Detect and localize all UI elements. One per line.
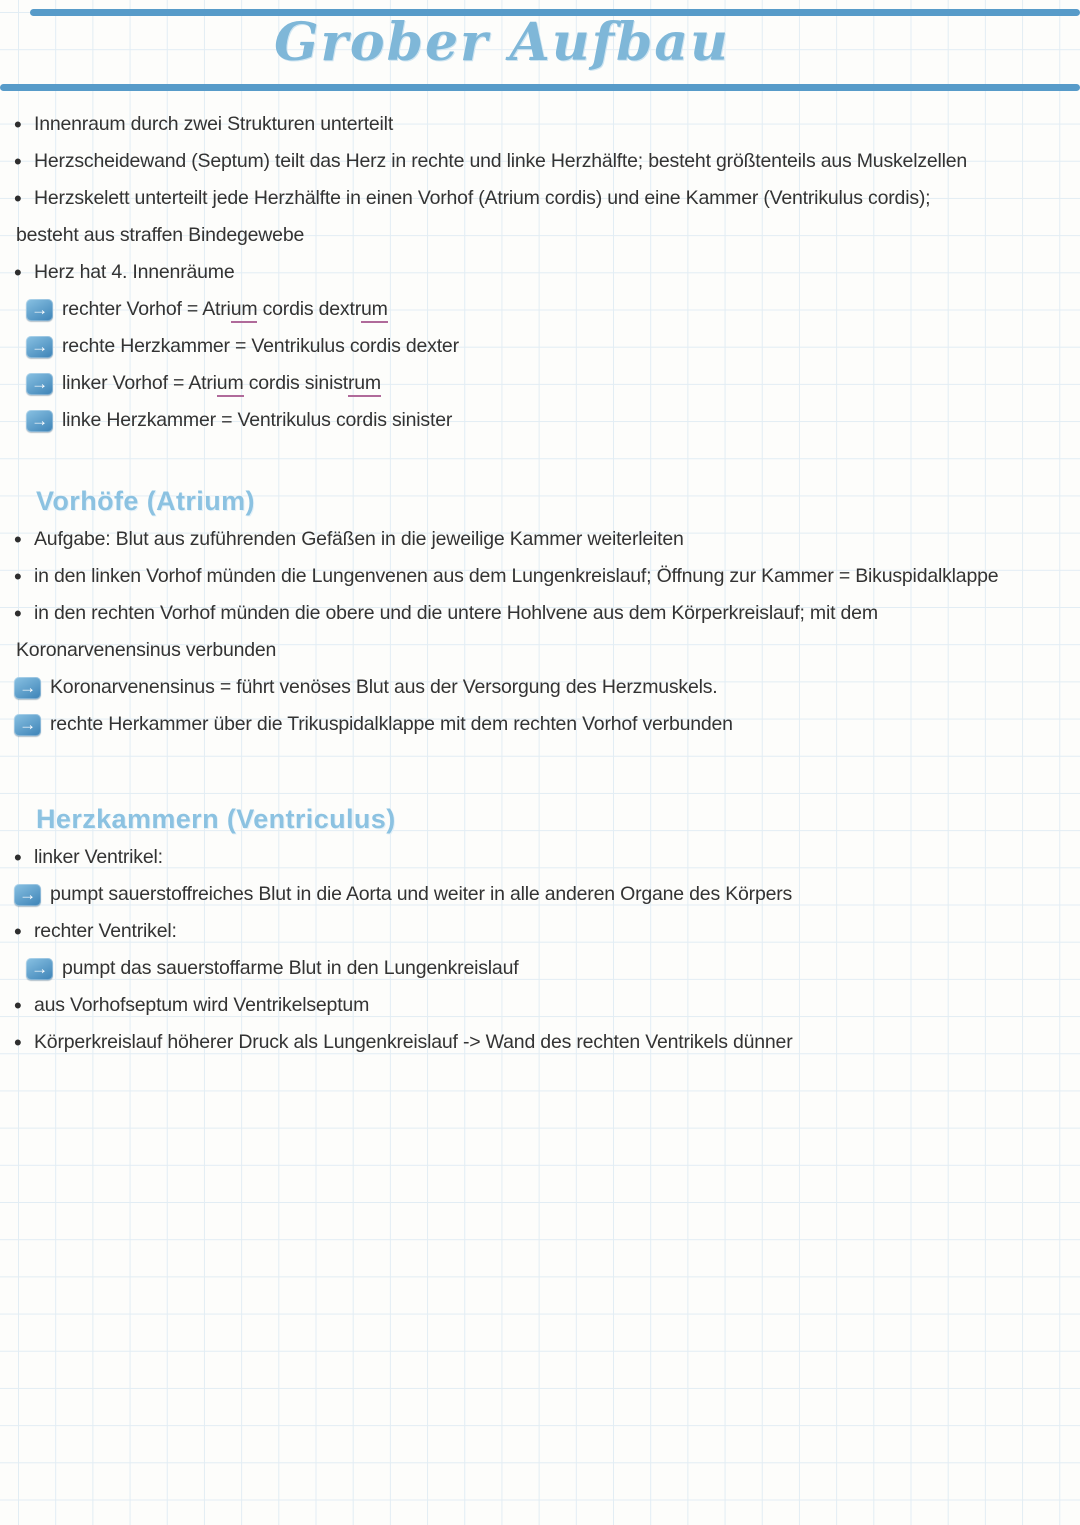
note-line-bullet [14, 143, 1074, 180]
note-text: Körperkreislauf höherer Druck als Lungenkreislauf -> Wand des rechten Ventrikels dünner [34, 1031, 793, 1053]
note-line-arrow [14, 706, 1074, 743]
note-text: Herz hat 4. Innenräume [34, 261, 235, 283]
note-text: linker Vorhof = Atrium cordis sinistrum [62, 372, 381, 395]
bullet-marker: • [14, 111, 22, 137]
bullet-marker: • [14, 600, 22, 626]
arrow-glyph: → [31, 300, 48, 319]
bullet-marker: • [14, 844, 22, 870]
note-text: aus Vorhofseptum wird Ventrikelseptum [34, 994, 370, 1016]
section-heading-atria: Vorhöfe (Atrium) [36, 485, 255, 516]
note-line-arrow [14, 876, 1074, 913]
note-line-bullet [14, 913, 1074, 950]
bullet-marker: • [14, 918, 22, 944]
notes-content [14, 106, 1074, 1061]
note-text: in den linken Vorhof münden die Lungenvenen aus dem Lungenkreislauf; Öffnung zur Kammer = Bikuspidalklappe [34, 565, 999, 587]
bullet-marker: • [14, 563, 22, 589]
note-line-arrow [14, 950, 1074, 987]
note-text: rechte Herzkammer = Ventrikulus cordis dexter [62, 335, 459, 357]
arrow-glyph: → [31, 337, 48, 356]
arrow-right-icon [26, 336, 53, 358]
note-line-bullet [14, 839, 1074, 876]
note-line-continuation [14, 632, 1074, 669]
arrow-right-icon [14, 677, 41, 699]
section-heading-ventricles: Herzkammern (Ventriculus) [36, 803, 396, 834]
arrow-right-icon [26, 373, 53, 395]
arrow-glyph: → [31, 374, 48, 393]
arrow-right-icon [14, 884, 41, 906]
note-line-arrow [14, 328, 1074, 365]
note-text: pumpt das sauerstoffarme Blut in den Lungenkreislauf [62, 957, 519, 979]
note-text: rechter Vorhof = Atrium cordis dextrum [62, 298, 388, 321]
note-text: linker Ventrikel: [34, 846, 163, 868]
note-line-bullet [14, 558, 1074, 595]
note-line-bullet [14, 180, 1074, 217]
note-text: linke Herzkammer = Ventrikulus cordis sinister [62, 409, 453, 431]
note-line-arrow [14, 365, 1074, 402]
note-line-bullet [14, 254, 1074, 291]
arrow-glyph: → [31, 959, 48, 978]
note-text: besteht aus straffen Bindegewebe [16, 224, 305, 246]
divider-bar-bottom [0, 84, 1080, 91]
bullet-marker: • [14, 992, 22, 1018]
note-line-bullet [14, 595, 1074, 632]
arrow-right-icon [26, 958, 53, 980]
bullet-marker: • [14, 148, 22, 174]
note-text: Innenraum durch zwei Strukturen unterteilt [34, 113, 394, 135]
bullet-marker: • [14, 185, 22, 211]
note-text: Aufgabe: Blut aus zuführenden Gefäßen in die jeweilige Kammer weiterleiten [34, 528, 684, 550]
bullet-marker: • [14, 526, 22, 552]
note-text: Koronarvenensinus verbunden [16, 639, 277, 661]
note-line-bullet [14, 106, 1074, 143]
arrow-glyph: → [19, 678, 36, 697]
note-text: rechter Ventrikel: [34, 920, 177, 942]
note-text: pumpt sauerstoffreiches Blut in die Aorta und weiter in alle anderen Organe des Körpers [50, 883, 793, 905]
note-line-continuation [14, 217, 1074, 254]
note-line-bullet [14, 987, 1074, 1024]
note-line-bullet [14, 1024, 1074, 1061]
note-text: rechte Herkammer über die Trikuspidalklappe mit dem rechten Vorhof verbunden [50, 713, 733, 735]
note-text: Koronarvenensinus = führt venöses Blut aus der Versorgung des Herzmuskels. [50, 676, 718, 698]
arrow-glyph: → [19, 715, 36, 734]
note-text: Herzscheidewand (Septum) teilt das Herz in rechte und linke Herzhälfte; besteht größtenteils aus Muskelzellen [34, 150, 968, 172]
arrow-right-icon [26, 299, 53, 321]
note-line-arrow [14, 402, 1074, 439]
arrow-right-icon [14, 714, 41, 736]
note-text: in den rechten Vorhof münden die obere und die untere Hohlvene aus dem Körperkreislauf; mit dem [34, 602, 878, 624]
note-line-arrow [14, 669, 1074, 706]
arrow-glyph: → [31, 411, 48, 430]
note-line-arrow [14, 291, 1074, 328]
page-title: Grober Aufbau [274, 12, 730, 73]
note-text: Herzskelett unterteilt jede Herzhälfte in einen Vorhof (Atrium cordis) und eine Kammer (Ventrikulus cordis); [34, 187, 931, 209]
bullet-marker: • [14, 1029, 22, 1055]
arrow-glyph: → [19, 885, 36, 904]
bullet-marker: • [14, 259, 22, 285]
note-line-bullet [14, 521, 1074, 558]
arrow-right-icon [26, 410, 53, 432]
